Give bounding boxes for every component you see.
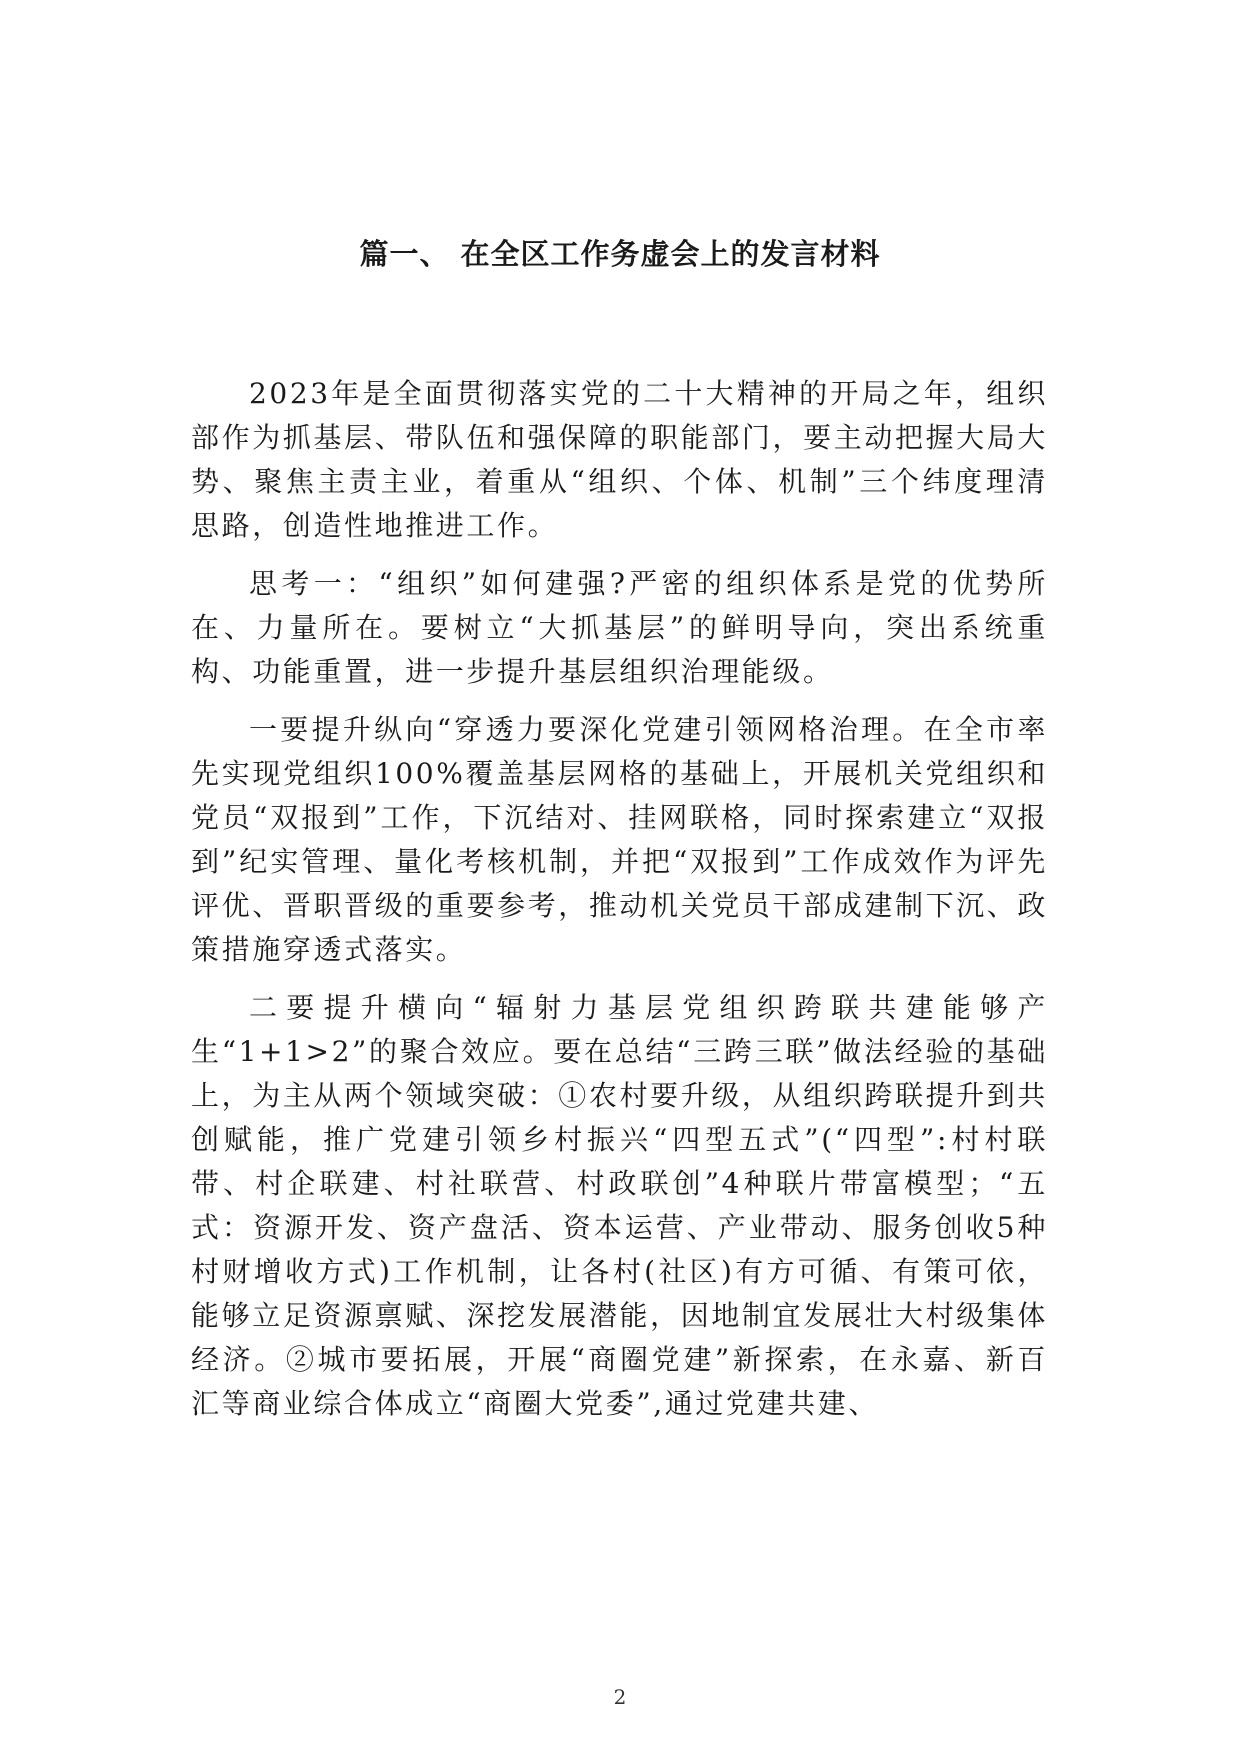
document-title: 篇一、 在全区工作务虚会上的发言材料 xyxy=(359,237,881,271)
paragraph-thinking-one: 思考一：“组织”如何建强?严密的组织体系是党的优势所在、力量所在。要树立“大抓基层”的鲜明导向，突出系统重构、功能重置，进一步提升基层组织治理能级。 xyxy=(191,567,1048,688)
paragraph-horizontal-radiation: 二要提升横向“辐射力基层党组织跨联共建能够产生“1+1>2”的聚合效应。要在总结“三跨三联”做法经验的基础上，为主从两个领域突破：①农村要升级，从组织跨联提升到共创赋能，推广党建引领乡村振兴“四型五式”(“四型”:村村联带、村企联建、村社联营、村政联创”4种联片带富模型；“五式：资源开发、资产盘活、资本运营、产业带动、服务创收5种村财增收方式)工作机制，让各村(社区)有方可循、有策可依，能够立足资源禀赋、深挖发展潜能，因地制宜发展壮大村级集体经济。②城市要拓展，开展“商圈党建”新探索，在永嘉、新百汇等商业综合体成立“商圈大党委”,通过党建共建、 xyxy=(191,991,1048,1420)
paragraph-intro: 2023年是全面贯彻落实党的二十大精神的开局之年，组织部作为抓基层、带队伍和强保障的职能部门，要主动把握大局大势、聚焦主责主业，着重从“组织、个体、机制”三个纬度理清思路，创造性地推进工作。 xyxy=(191,377,1048,542)
page-number: 2 xyxy=(613,1685,627,1709)
paragraph-vertical-penetration: 一要提升纵向“穿透力要深化党建引领网格治理。在全市率先实现党组织100%覆盖基层网格的基础上，开展机关党组织和党员“双报到”工作，下沉结对、挂网联格，同时探索建立“双报到”纪实管理、量化考核机制，并把“双报到”工作成效作为评先评优、晋职晋级的重要参考，推动机关党员干部成建制下沉、政策措施穿透式落实。 xyxy=(191,713,1048,966)
document-body xyxy=(191,372,1048,1440)
